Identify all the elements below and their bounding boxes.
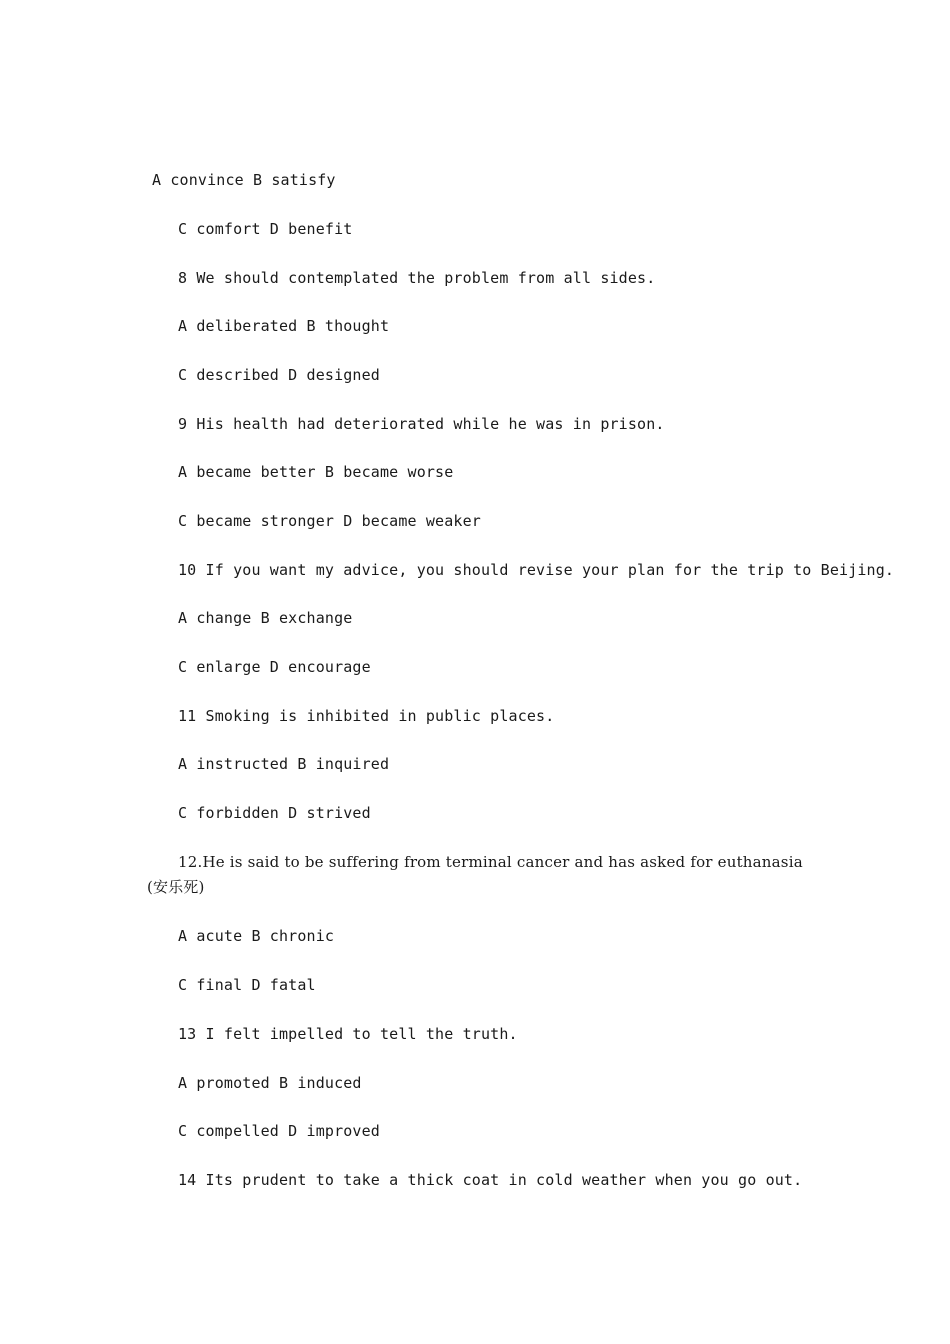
option-line: C compelled D improved: [178, 1122, 380, 1140]
question-line: 10 If you want my advice, you should revise your plan for the trip to Beijing.: [178, 561, 895, 579]
question-line-continuation: (安乐死): [147, 878, 205, 896]
option-line: C forbidden D strived: [178, 804, 371, 822]
question-line: 13 I felt impelled to tell the truth.: [178, 1025, 518, 1043]
option-line: A convince B satisfy: [152, 171, 336, 189]
question-line: 9 His health had deteriorated while he was in prison.: [178, 415, 665, 433]
question-line: 14 Its prudent to take a thick coat in cold weather when you go out.: [178, 1171, 803, 1189]
option-line: C final D fatal: [178, 976, 316, 994]
option-line: A deliberated B thought: [178, 317, 390, 335]
option-line: A change B exchange: [178, 609, 353, 627]
option-line: C described D designed: [178, 366, 380, 384]
option-line: C comfort D benefit: [178, 220, 353, 238]
question-line: 12.He is said to be suffering from terminal cancer and has asked for euthanasia: [178, 853, 803, 871]
question-line: 11 Smoking is inhibited in public places.: [178, 707, 555, 725]
option-line: A instructed B inquired: [178, 755, 390, 773]
option-line: C became stronger D became weaker: [178, 512, 481, 530]
question-line: 8 We should contemplated the problem from all sides.: [178, 269, 656, 287]
option-line: A acute B chronic: [178, 927, 335, 945]
option-line: C enlarge D encourage: [178, 658, 371, 676]
option-line: A became better B became worse: [178, 463, 454, 481]
option-line: A promoted B induced: [178, 1074, 362, 1092]
